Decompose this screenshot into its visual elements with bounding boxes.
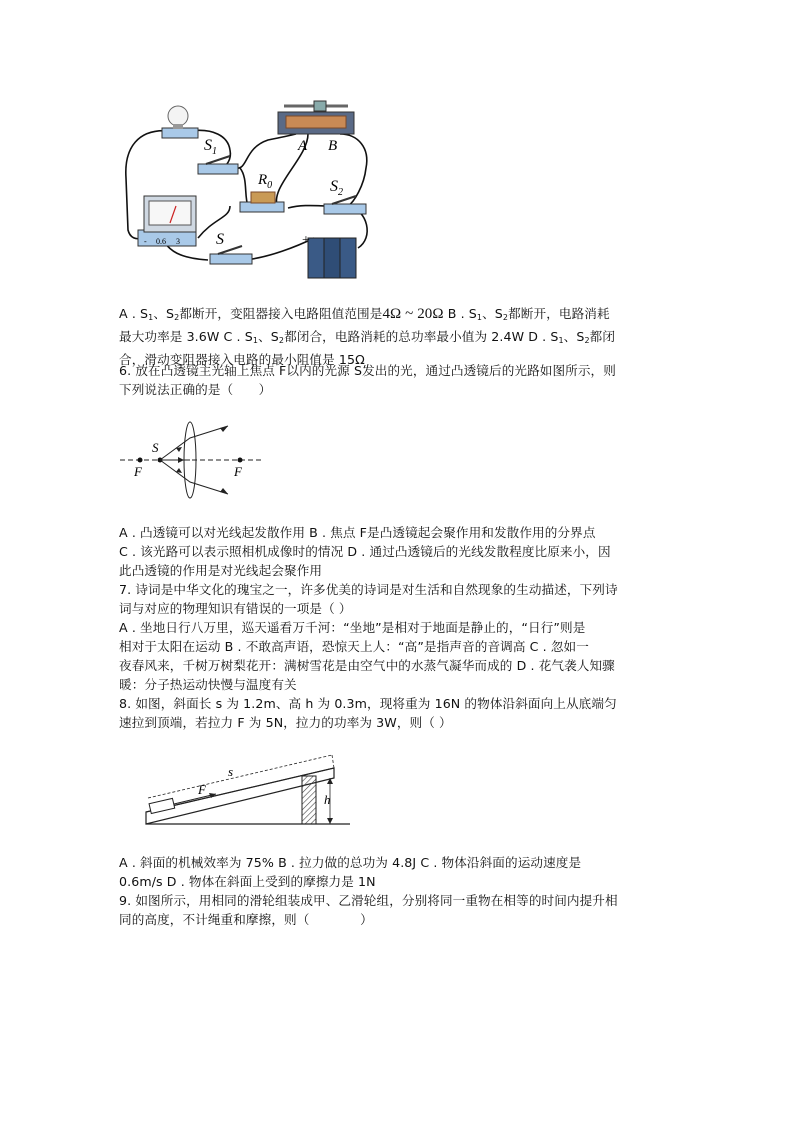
incline-label-s: s — [228, 764, 234, 779]
meter-minus: - — [144, 237, 147, 246]
q5-options — [119, 304, 679, 369]
q7-opt-4: 暖：分子热运动快慢与温度有关 — [119, 677, 297, 692]
lens-figure — [118, 412, 268, 508]
circuit-figure — [118, 98, 380, 284]
q8-opt-1: A . 斜面的机械效率为 75% B . 拉力做的总功为 4.8J C . 物体沿斜面的运动速度是 — [119, 855, 582, 870]
q6-opt-2: C . 该光路可以表示照相机成像时的情况 D . 通过凸透镜后的光线发散程度比原来小，因 — [119, 544, 611, 559]
meter-mid: 0.6 — [156, 237, 166, 246]
q8-options — [119, 853, 679, 891]
q7-line-2: 词与对应的物理知识有错误的一项是（ ） — [119, 601, 352, 616]
q8-opt-2: 0.6m/s D . 物体在斜面上受到的摩擦力是 1N — [119, 874, 376, 889]
q7-opt-1: A . 坐地日行八万里，巡天遥看万千河：“坐地”是相对于地面是静止的，“日行”则是 — [119, 620, 586, 635]
q8-stem — [119, 694, 679, 732]
q5-range-formula: 4Ω ~ 20Ω — [382, 306, 444, 322]
q7-opt-3: 夜春风来，千树万树梨花开：满树雪花是由空气中的水蒸气凝华而成的 D . 花气袭人知骤 — [119, 658, 615, 673]
rheostat-label-a: A — [298, 138, 308, 154]
q6-line-2: 下列说法正确的是（ ） — [119, 382, 272, 397]
q7-opt-2: 相对于太阳在运动 B . 不敢高声语，恐惊天上人：“高”是指声音的音调高 C . 忽如一 — [119, 639, 589, 654]
resistor-label: $R_0$ — [258, 172, 273, 191]
q6-opt-1: A . 凸透镜可以对光线起发散作用 B . 焦点 F是凸透镜起会聚作用和发散作用的分界点 — [119, 525, 596, 540]
lens-label-f-right: F — [234, 464, 242, 479]
switch1-label: $S_1$ — [204, 137, 217, 157]
q8-line-1: 8. 如图，斜面长 s 为 1.2m、高 h 为 0.3m，现将重为 16N 的物体沿斜面向上从底端匀 — [119, 696, 617, 711]
meter-right: 3 — [176, 237, 180, 246]
rheostat-label-b: B — [328, 138, 338, 154]
incline-label-h: h — [324, 792, 331, 807]
battery-plus: + — [302, 233, 310, 248]
incline-figure — [136, 738, 356, 830]
q8-line-2: 速拉到顶端，若拉力 F 为 5N，拉力的功率为 3W，则（ ） — [119, 715, 452, 730]
q6-line-1: 6. 放在凸透镜主光轴上焦点 F以内的光源 S发出的光，通过凸透镜后的光路如图所示，则 — [119, 363, 616, 378]
q5-line-1: A . $S_1$、$S_2$都断开，变阻器接入电路阻值范围是4Ω ~ 20Ω B . $S_1$、$S_2$都断开，电路消耗 — [119, 306, 610, 322]
q6-opt-3: 此凸透镜的作用是对光线起会聚作用 — [119, 563, 323, 578]
q9-stem — [119, 891, 679, 929]
q9-line-2: 同的高度，不计绳重和摩擦，则（ ） — [119, 912, 373, 927]
q6-options — [119, 523, 679, 580]
lens-label-f-left: F — [134, 464, 142, 479]
lens-label-s: S — [152, 440, 159, 455]
q9-line-1: 9. 如图所示，用相同的滑轮组装成甲、乙滑轮组，分别将同一重物在相等的时间内提升相 — [119, 893, 618, 908]
switch2-label: $S_2$ — [330, 178, 343, 198]
q5-line-3: 合，滑动变阻器接入电路的最小阻值是 15Ω — [119, 352, 365, 367]
incline-label-f: F — [198, 782, 206, 797]
q7-line-1: 7. 诗词是中华文化的瑰宝之一，许多优美的诗词是对生活和自然现象的生动描述，下列诗 — [119, 582, 618, 597]
switch-main-label: S — [216, 231, 224, 248]
q7-block — [119, 580, 679, 694]
q6-stem — [119, 361, 679, 399]
q5-line-2: 最大功率是 3.6W C . $S_1$、$S_2$都闭合，电路消耗的总功率最小值为 2.4W D . $S_1$、$S_2$都闭 — [119, 329, 616, 345]
